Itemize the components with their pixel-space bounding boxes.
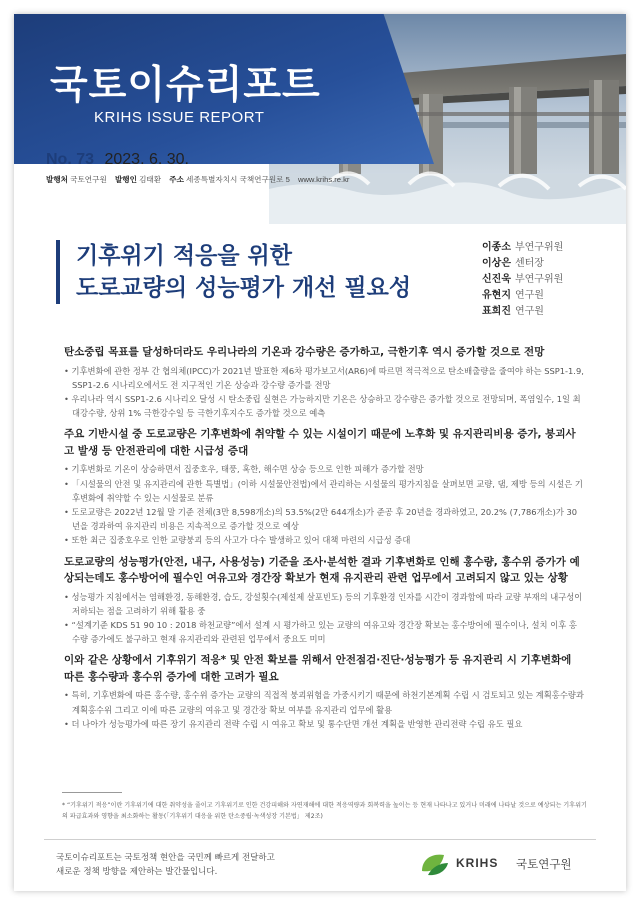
website-link[interactable]: www.krihs.re.kr: [297, 175, 350, 184]
author-name: 유현지: [482, 290, 511, 301]
section-bullet: • 도로교량은 2022년 12월 말 기준 전체(3만 8,598개소)의 53.5%(2만 644개소)가 준공 후 20년을 경과하였고, 20.2% (7,786개소)가 30년을 경과하여 유지관리 비용은 지속적으로 증가할 것으로 예상: [64, 506, 578, 532]
section-lead: 탄소중립 목표를 달성하더라도 우리나라의 기온과 강수량은 증가하고, 극한기후 역시 증가할 것으로 전망: [64, 346, 545, 358]
author-rank: 연구원: [514, 306, 544, 317]
section-bullet: • 특히, 기후변화에 따른 홍수량, 홍수위 증가는 교량의 직접적 붕괴위험을 가중시키기 때문에 하천기본계획 수립 시 검토되고 있는 계획홍수량과 계획홍수위 그리고 이에 따른 교량의 여유고 및 경간장 확보 여부를 유지관리 업무에 활용: [64, 690, 584, 715]
report-series-subtitle: KRIHS ISSUE REPORT: [94, 109, 265, 126]
footer-line-2: 새로운 정책 방향을 제안하는 발간물입니다.: [56, 867, 218, 877]
author-item: [482, 240, 563, 256]
report-series-title: 국토이슈리포트: [50, 63, 321, 108]
section-bullet: • 또한 최근 집중호우로 인한 교량붕괴 등의 사고가 다수 발생하고 있어 대책 마련의 시급성 증대: [64, 535, 411, 546]
krihs-logo-ko: 국토연구원: [516, 857, 572, 871]
summary-section: [64, 554, 584, 647]
author-name: 표희진: [482, 306, 511, 317]
publisher-label: 발행처: [46, 175, 69, 184]
summary-section: [64, 344, 584, 420]
author-name: 신진욱: [482, 274, 511, 285]
issuer-label: 발행인: [114, 175, 137, 184]
title-line-2: 도로교량의 성능평가 개선 필요성: [76, 275, 412, 301]
issue-number: No. 73: [46, 151, 95, 168]
section-bullet: • 더 나아가 성능평가에 따른 장기 유지관리 전략 수립 시 여유고 확보 및 통수단면 개선 계획을 반영한 관리전략 수립 유도 필요: [64, 718, 523, 729]
krihs-logo-en: KRIHS: [456, 856, 499, 870]
report-header: [14, 14, 626, 224]
report-page: [14, 14, 626, 891]
author-rank: 연구원: [514, 290, 544, 301]
author-name: 이상은: [482, 258, 511, 269]
section-bullet: • “설계기준 KDS 51 90 10 : 2018 하천교량”에서 설계 시 평가하고 있는 교량의 여유고와 경간장 확보는 홍수방어에 필수이나, 설치 이후 홍수량 증가에도 불구하고 현재 유지관리와 관련된 업무에서 중요도 미미: [64, 619, 577, 645]
issue-date: 2023. 6. 30.: [104, 151, 189, 168]
section-bullet: • 우리나라 역시 SSP1-2.6 시나리오 달성 시 탄소중립 실현은 가능하지만 기온은 상승하고 강수량은 증가할 것으로 전망되며, 폭염일수, 1일 최대강수량, 상위 1% 극한강수일 등 극한기후지수도 증가할 것으로 예측: [64, 393, 581, 419]
author-item: [482, 288, 563, 304]
footer-divider: [44, 839, 596, 840]
krihs-logo: [416, 849, 596, 879]
footnote: * “기후위기 적응”이란 기후위기에 대한 취약성을 줄이고 기후위기로 인한 건강피해와 자연재해에 대한 적응역량과 회복력을 높이는 등 현재 나타나고 있거나 미래에 나타날 것으로 예상되는 기후위기의 파급효과와 영향을 최소화하는 활동(「기후위기 대응을 위한 탄소중립·녹색성장 기본법」 제2조): [62, 802, 587, 820]
author-item: [482, 304, 563, 320]
section-lead: 도로교량의 성능평가(안전, 내구, 사용성능) 기준을 조사·분석한 결과 기후변화로 인해 홍수량, 홍수위 증가가 예상되는데도 홍수방어에 필수인 여유고와 경간장 확보가 현재 유지관리 관련 업무에서 고려되지 않고 있는 상황: [64, 555, 580, 585]
publisher: 국토연구원: [70, 175, 107, 184]
report-title: [56, 240, 476, 304]
footnote-rule: [62, 792, 122, 793]
summary-section: [64, 426, 584, 547]
section-bullet: • 성능평가 지침에서는 염해환경, 동해환경, 습도, 강설횟수(제설제 살포빈도) 등의 기후환경 인자를 시간이 경과함에 따라 교량 부재의 내구성이 저하되는 점을 고려하기 위해 활용 중: [64, 591, 583, 616]
summary-section: [64, 652, 584, 731]
author-list: [482, 240, 563, 320]
section-lead: 주요 기반시설 중 도로교량은 기후변화에 취약할 수 있는 시설이기 때문에 노후화 및 유지관리비용 증가, 붕괴사고 발생 등 안전관리에 대한 시급성 증대: [64, 428, 576, 457]
address: 세종특별자치시 국책연구원로 5: [186, 175, 290, 184]
section-lead: 이와 같은 상황에서 기후위기 적응* 및 안전 확보를 위해서 안전점검·진단·성능평가 등 유지관리 시 기후변화에 따른 홍수량과 홍수위 증가에 대한 고려가 필요: [64, 654, 572, 683]
section-bullet: • 「시설물의 안전 및 유지관리에 관한 특별법」(이하 시설물안전법)에서 관리하는 시설물의 평가지침을 살펴보면 교량, 댐, 제방 등의 시설은 기후변화에 취약할 수 있는 시설물로 분류: [64, 478, 583, 503]
author-rank: 부연구위원: [514, 274, 564, 285]
krihs-leaf-icon: [418, 849, 452, 879]
issue-line: [46, 151, 189, 169]
issuer: 김태환: [139, 175, 162, 184]
section-bullet: • 기후변화로 기온이 상승하면서 집중호우, 태풍, 혹한, 해수면 상승 등으로 인한 피해가 증가할 전망: [64, 464, 424, 475]
address-label: 주소: [169, 175, 184, 184]
section-bullet: • 기후변화에 관한 정부 간 협의체(IPCC)가 2021년 발표한 제6차 평가보고서(AR6)에 따르면 적극적으로 탄소배출량을 줄여야 하는 SSP1-1.9, SSP1-2.6 시나리오에서도 전 지구적인 기온 상승과 강수량 증가를 전망: [64, 365, 584, 390]
footer-description: [56, 851, 275, 879]
author-item: [482, 256, 563, 272]
publication-info: [46, 174, 355, 185]
footer-line-1: 국토이슈리포트는 국토정책 현안을 국민께 빠르게 전달하고: [56, 853, 275, 863]
author-item: [482, 272, 563, 288]
author-rank: 부연구위원: [514, 242, 564, 253]
title-line-1: 기후위기 적응을 위한: [76, 243, 292, 269]
author-name: 이종소: [482, 242, 511, 253]
summary-body: [64, 344, 584, 737]
author-rank: 센터장: [514, 258, 544, 269]
